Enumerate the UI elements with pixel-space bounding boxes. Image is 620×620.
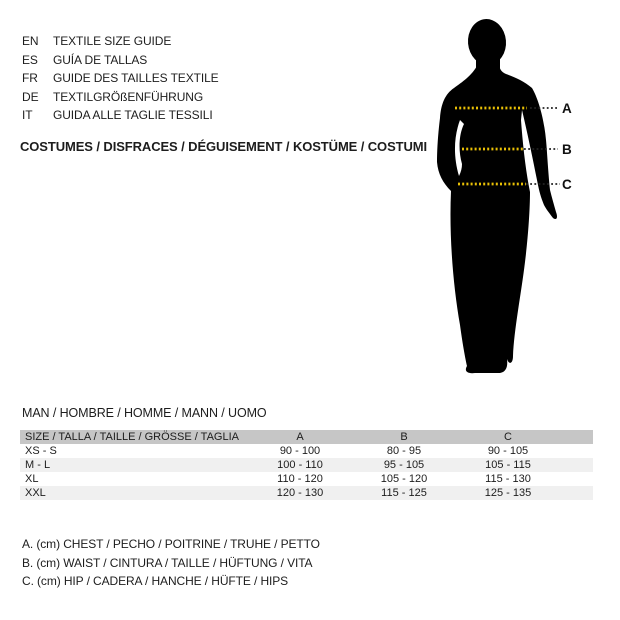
- chest-cell: 120 - 130: [276, 487, 324, 499]
- chest-cell: 100 - 110: [277, 459, 323, 471]
- spacer-cell: [560, 472, 593, 486]
- language-row-de: [22, 88, 219, 107]
- silhouette-body: [437, 63, 557, 373]
- spacer-cell: [560, 458, 593, 472]
- language-row-en: [22, 32, 219, 51]
- chest-cell: 110 - 120: [277, 473, 323, 485]
- language-code: FR: [22, 71, 38, 86]
- language-row-fr: [22, 69, 219, 88]
- language-list: [22, 32, 219, 125]
- language-row-it: [22, 106, 219, 125]
- language-code: IT: [22, 108, 33, 123]
- waist-cell: 80 - 95: [386, 445, 422, 457]
- size-cell: XS - S: [25, 445, 57, 457]
- language-label: TEXTILGRÖßENFÜHRUNG: [53, 89, 204, 104]
- measure-label-a: A: [562, 101, 572, 116]
- waist-cell: 105 - 120: [380, 473, 428, 485]
- spacer-cell: [560, 444, 593, 458]
- table-row: [20, 444, 593, 458]
- table-header-row: [20, 430, 593, 444]
- language-label: TEXTILE SIZE GUIDE: [53, 34, 172, 49]
- column-header-size: SIZE / TALLA / TAILLE / GRÖSSE / TAGLIA: [25, 431, 239, 443]
- column-header-b: B: [400, 431, 408, 443]
- size-cell: M - L: [25, 459, 51, 471]
- chest-cell: 90 - 100: [279, 445, 321, 457]
- measure-label-b: B: [562, 142, 572, 157]
- measure-label-c: C: [562, 177, 572, 192]
- language-label: GUÍA DE TALLAS: [53, 52, 148, 67]
- column-header-spacer: [560, 430, 593, 444]
- legend-item-chest: A. (cm) CHEST / PECHO / POITRINE / TRUHE / PETTO: [22, 537, 320, 551]
- hip-cell: 105 - 115: [485, 459, 531, 471]
- size-figure: [420, 0, 620, 400]
- language-code: ES: [22, 52, 38, 67]
- man-silhouette-figure: [420, 0, 620, 400]
- waist-cell: 95 - 105: [383, 459, 425, 471]
- waist-cell: 115 - 125: [381, 487, 427, 499]
- size-table: [20, 430, 593, 500]
- legend-item-waist: B. (cm) WAIST / CINTURA / TAILLE / HÜFTUNG / VITA: [22, 555, 313, 570]
- language-row-es: [22, 51, 219, 70]
- table-row: [20, 472, 593, 486]
- column-header-a: A: [296, 431, 304, 443]
- measurement-legend: [22, 535, 320, 591]
- column-header-c: C: [504, 431, 512, 443]
- language-code: DE: [22, 89, 39, 104]
- hip-cell: 125 - 135: [484, 487, 532, 499]
- table-row: [20, 458, 593, 472]
- language-label: GUIDA ALLE TAGLIE TESSILI: [53, 108, 213, 123]
- hip-cell: 90 - 105: [487, 445, 529, 457]
- hip-cell: 115 - 130: [485, 473, 531, 485]
- language-label: GUIDE DES TAILLES TEXTILE: [53, 71, 219, 86]
- size-cell: XL: [25, 473, 39, 485]
- spacer-cell: [560, 486, 593, 500]
- category-title: COSTUMES / DISFRACES / DÉGUISEMENT / KOSTÜME / COSTUMI: [20, 139, 428, 154]
- size-cell: XXL: [25, 487, 46, 499]
- size-section-title: MAN / HOMBRE / HOMME / MANN / UOMO: [22, 406, 267, 420]
- table-row: [20, 486, 593, 500]
- language-code: EN: [22, 34, 39, 49]
- legend-item-hip: C. (cm) HIP / CADERA / HANCHE / HÜFTE / HIPS: [22, 574, 289, 589]
